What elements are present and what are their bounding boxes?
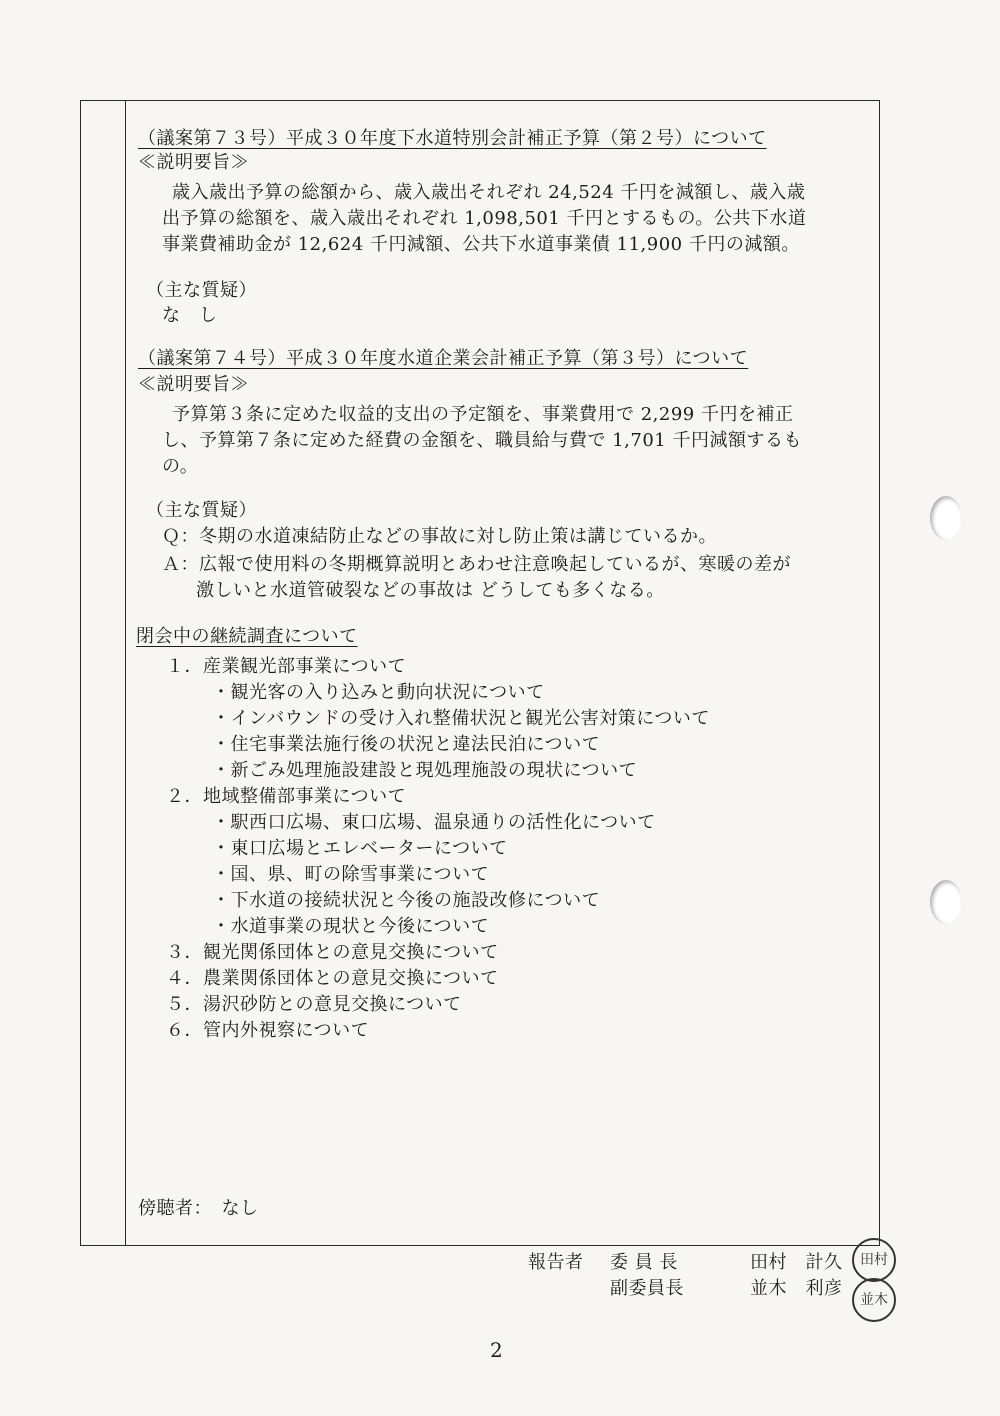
- recess-item: ６．管内外視察について: [166, 1020, 370, 1041]
- chair-name: 田村 計久: [750, 1252, 843, 1273]
- vice-chair-seal-text: 並木: [860, 1292, 888, 1308]
- page-number: 2: [490, 1338, 503, 1362]
- recess-subitem: ・インバウンドの受け入れ整備状況と観光公害対策について: [212, 708, 710, 729]
- bill74-summary-line: の。: [162, 456, 199, 477]
- bill74-question: Ｑ：冬期の水道凍結防止などの事故に対し防止策は講じているか。: [162, 526, 717, 547]
- recess-subitem: ・新ごみ処理施設建設と現処理施設の現状について: [212, 760, 638, 781]
- recess-subitem: ・下水道の接続状況と今後の施設改修について: [212, 890, 601, 911]
- recess-title: 閉会中の継続調査について: [136, 626, 358, 647]
- recess-subitem: ・東口広場とエレベーターについて: [212, 838, 508, 859]
- bill73-qa-answer: な し: [162, 305, 218, 326]
- recess-item: ３．観光関係団体との意見交換について: [166, 942, 499, 963]
- recess-item: ５．湯沢砂防との意見交換について: [166, 994, 462, 1015]
- bill73-summary-line: 事業費補助金が 12,624 千円減額、公共下水道事業債 11,900 千円の減額。: [162, 234, 800, 255]
- bill73-summary-line: 歳入歳出予算の総額から、歳入歳出それぞれ 24,524 千円を減額し、歳入歳: [172, 182, 806, 203]
- bill74-summary-line: し、予算第７条に定めた経費の金額を、職員給与費で 1,701 千円減額するも: [162, 430, 802, 451]
- chair-seal-stamp: [852, 1238, 896, 1282]
- punch-hole: [930, 496, 962, 540]
- bill74-answer-line: Ａ：広報で使用料の冬期概算説明とあわせ注意喚起しているが、寒暖の差が: [162, 554, 791, 575]
- recess-subitem: ・駅西口広場、東口広場、温泉通りの活性化について: [212, 812, 656, 833]
- recess-subitem: ・国、県、町の除雪事業について: [212, 864, 490, 885]
- audience-line: 傍聴者： なし: [138, 1198, 259, 1219]
- bill73-qa-label: （主な質疑）: [146, 280, 257, 301]
- bill74-answer-line: 激しいと水道管破裂などの事故は どうしても多くなる。: [196, 580, 665, 601]
- bill74-summary-line: 予算第３条に定めた収益的支出の予定額を、事業費用で 2,299 千円を補正: [172, 404, 794, 425]
- bill74-qa-label: （主な質疑）: [146, 500, 257, 521]
- recess-item: ２．地域整備部事業について: [166, 786, 407, 807]
- reporter-label: 報告者: [528, 1252, 584, 1273]
- recess-subitem: ・観光客の入り込みと動向状況について: [212, 682, 545, 703]
- bill74-title: （議案第７４号）平成３０年度水道企業会計補正予算（第３号）について: [138, 348, 749, 369]
- margin-line: [125, 100, 126, 1246]
- recess-item: １．産業観光部事業について: [166, 656, 407, 677]
- vice-chair-title: 副委員長: [610, 1278, 684, 1299]
- recess-subitem: ・住宅事業法施行後の状況と違法民泊について: [212, 734, 601, 755]
- bill74-summary-label: ≪説明要旨≫: [138, 374, 249, 395]
- chair-title: 委 員 長: [610, 1252, 678, 1273]
- chair-seal-text: 田村: [860, 1252, 888, 1268]
- recess-item: ４．農業関係団体との意見交換について: [166, 968, 499, 989]
- bill73-summary-label: ≪説明要旨≫: [138, 152, 249, 173]
- vice-chair-name: 並木 利彦: [750, 1278, 843, 1299]
- bill73-title: （議案第７３号）平成３０年度下水道特別会計補正予算（第２号）について: [138, 128, 767, 149]
- punch-hole: [930, 880, 962, 924]
- recess-subitem: ・水道事業の現状と今後について: [212, 916, 490, 937]
- vice-chair-seal-stamp: [852, 1278, 896, 1322]
- bill73-summary-line: 出予算の総額を、歳入歳出それぞれ 1,098,501 千円とするもの。公共下水道: [162, 208, 807, 229]
